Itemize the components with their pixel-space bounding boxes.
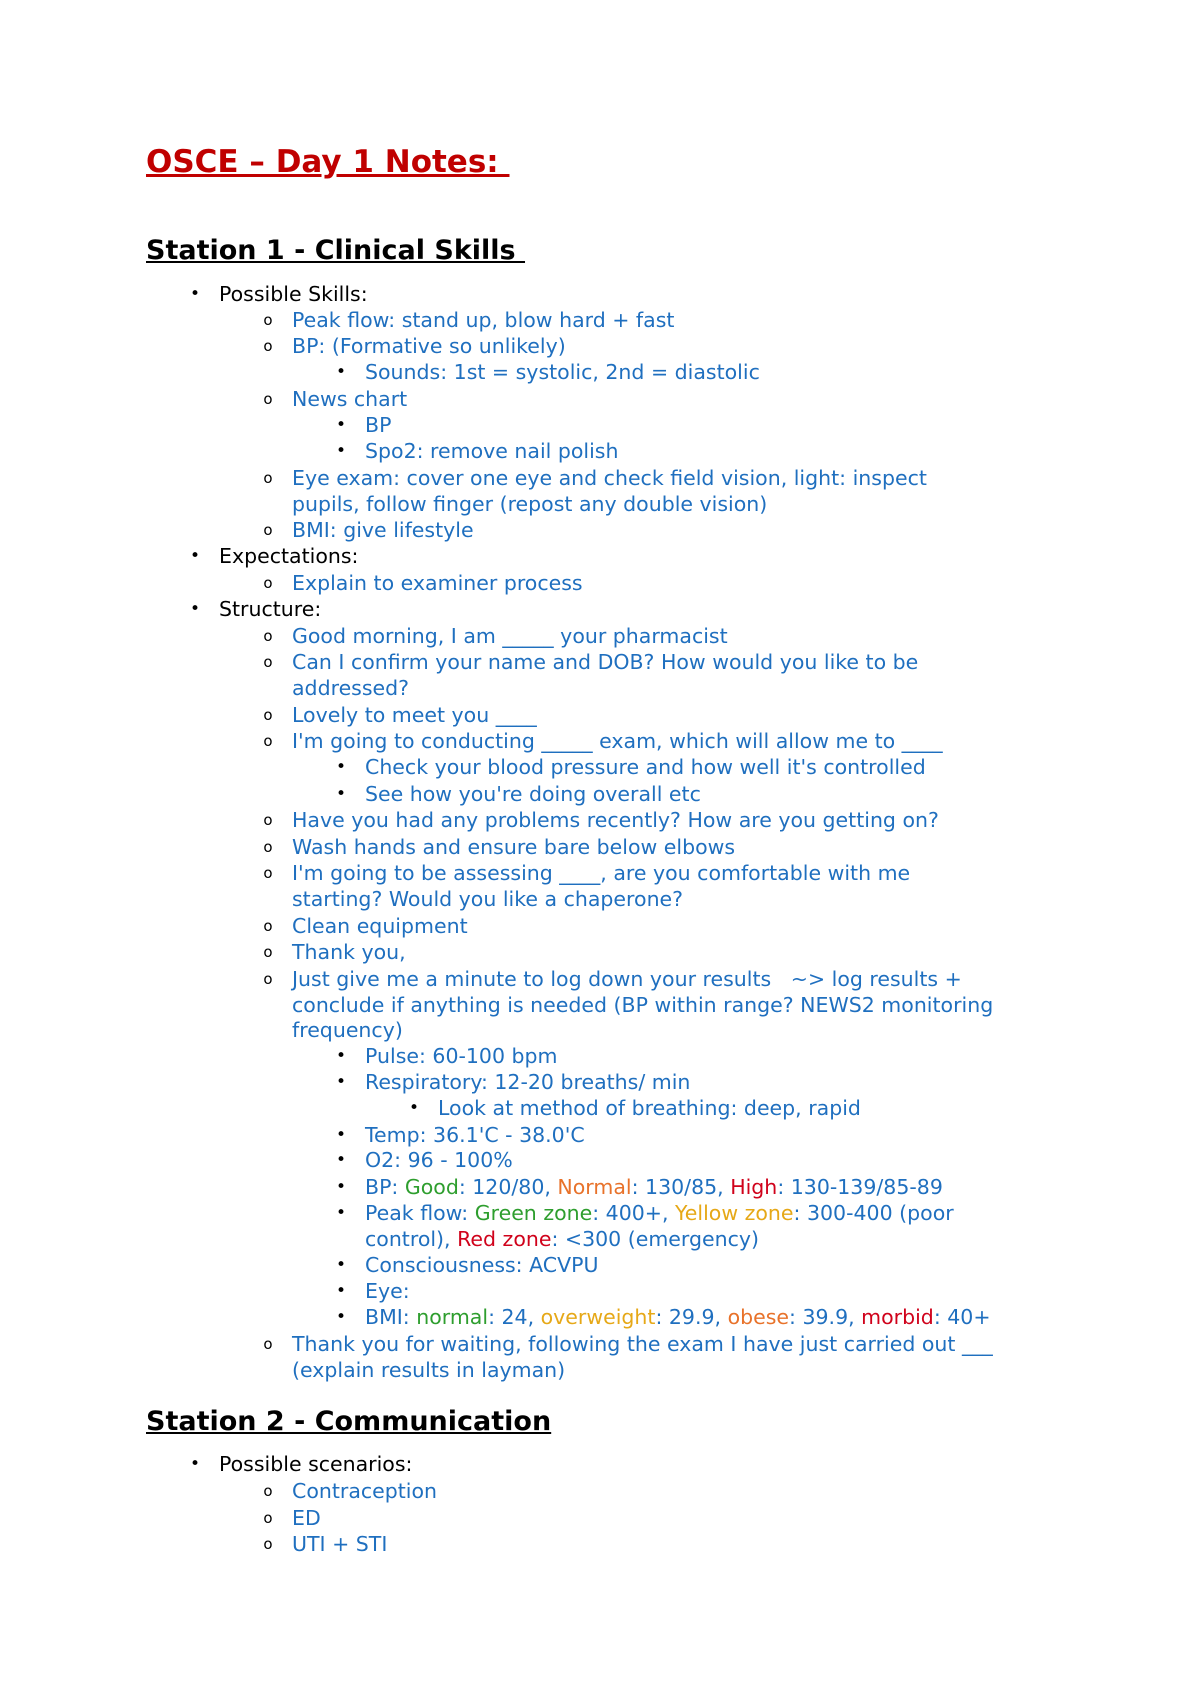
list-item: • Respiratory: 12-20 breaths/ min [365, 1069, 690, 1095]
list-item: • Possible Skills: [219, 281, 368, 307]
list-item: • Eye: [365, 1278, 410, 1304]
bullet-icon: • [335, 1307, 347, 1327]
list-item: o BP: (Formative so unlikely) [292, 333, 566, 359]
list-item: • Consciousness: ACVPU [365, 1252, 598, 1278]
list-item: o Just give me a minute to log down your results ~> log results + [292, 966, 962, 992]
bullet-icon: o [263, 811, 273, 829]
list-item: o Have you had any problems recently? How are you getting on? [292, 807, 939, 833]
list-item: o Clean equipment [292, 913, 468, 939]
bullet-icon: • [335, 362, 347, 382]
bullet-icon: o [263, 917, 273, 935]
station1-heading: Station 1 - Clinical Skills [146, 235, 526, 266]
list-item: o Good morning, I am _____ your pharmacist [292, 623, 728, 649]
list-item-continuation: (explain results in layman) [292, 1358, 566, 1382]
list-item: o I'm going to be assessing ____, are you comfortable with me [292, 860, 910, 886]
bullet-icon: • [408, 1098, 420, 1118]
list-item: • See how you're doing overall etc [365, 781, 701, 807]
list-item: o Lovely to meet you ____ [292, 702, 537, 728]
list-item-continuation: frequency) [292, 1018, 403, 1042]
list-item: o Peak flow: stand up, blow hard + fast [292, 307, 674, 333]
bullet-icon: o [263, 311, 273, 329]
list-item: o Can I confirm your name and DOB? How would you like to be [292, 649, 918, 675]
bullet-icon: • [335, 415, 347, 435]
list-item: • Check your blood pressure and how well it's controlled [365, 754, 926, 780]
list-item: o Thank you for waiting, following the exam I have just carried out ___ [292, 1331, 993, 1357]
bullet-icon: • [189, 284, 201, 304]
page-title: OSCE – Day 1 Notes: [146, 144, 510, 180]
bullet-icon: • [189, 1454, 201, 1474]
bullet-icon: • [335, 1177, 347, 1197]
list-item: o Wash hands and ensure bare below elbows [292, 834, 735, 860]
bullet-icon: o [263, 1535, 273, 1553]
list-item: • BP [365, 412, 391, 438]
bullet-icon: • [335, 1203, 347, 1223]
bullet-icon: o [263, 1482, 273, 1500]
list-item-continuation: addressed? [292, 676, 410, 700]
bullet-icon: o [263, 653, 273, 671]
bullet-icon: o [263, 943, 273, 961]
bullet-icon: • [335, 1255, 347, 1275]
list-item: o ED [292, 1505, 321, 1531]
list-item: • Sounds: 1st = systolic, 2nd = diastolic [365, 359, 760, 385]
bullet-icon: • [335, 784, 347, 804]
bullet-icon: o [263, 732, 273, 750]
list-item: • Look at method of breathing: deep, rapid [438, 1095, 861, 1121]
bullet-icon: o [263, 838, 273, 856]
list-item: o Contraception [292, 1478, 437, 1504]
list-item: o BMI: give lifestyle [292, 517, 474, 543]
list-item: • Structure: [219, 596, 321, 622]
list-item-continuation: pupils, follow finger (repost any double vision) [292, 492, 768, 516]
list-item: o News chart [292, 386, 407, 412]
bullet-icon: • [335, 1046, 347, 1066]
bullet-icon: o [263, 521, 273, 539]
list-item: • Temp: 36.1'C - 38.0'C [365, 1122, 585, 1148]
list-item-peak-flow-zones: • Peak flow: Green zone: 400+, Yellow zone: 300-400 (poor [365, 1200, 954, 1226]
bullet-icon: o [263, 1509, 273, 1527]
list-item-continuation: starting? Would you like a chaperone? [292, 887, 684, 911]
bullet-icon: o [263, 970, 273, 988]
bullet-icon: o [263, 337, 273, 355]
list-item: o Eye exam: cover one eye and check field vision, light: inspect [292, 465, 927, 491]
list-item-bmi-ranges: • BMI: normal: 24, overweight: 29.9, obese: 39.9, morbid: 40+ [365, 1304, 991, 1330]
bullet-icon: o [263, 864, 273, 882]
bullet-icon: • [335, 1072, 347, 1092]
bullet-icon: • [335, 1281, 347, 1301]
bullet-icon: o [263, 390, 273, 408]
list-item: o Explain to examiner process [292, 570, 583, 596]
bullet-icon: o [263, 706, 273, 724]
list-item: • Possible scenarios: [219, 1451, 412, 1477]
list-item: • Expectations: [219, 543, 358, 569]
bullet-icon: • [335, 757, 347, 777]
bullet-icon: • [335, 441, 347, 461]
bullet-icon: o [263, 574, 273, 592]
list-item: o Thank you, [292, 939, 406, 965]
list-item-continuation: control), Red zone: <300 (emergency) [365, 1227, 759, 1251]
bullet-icon: o [263, 469, 273, 487]
list-item-bp-ranges: • BP: Good: 120/80, Normal: 130/85, High: 130-139/85-89 [365, 1174, 943, 1200]
list-item: • O2: 96 - 100% [365, 1147, 513, 1173]
bullet-icon: o [263, 627, 273, 645]
bullet-icon: • [189, 546, 201, 566]
bullet-icon: • [335, 1125, 347, 1145]
list-item: • Spo2: remove nail polish [365, 438, 618, 464]
list-item-continuation: conclude if anything is needed (BP within range? NEWS2 monitoring [292, 993, 994, 1017]
bullet-icon: • [189, 599, 201, 619]
bullet-icon: o [263, 1335, 273, 1353]
list-item: • Pulse: 60-100 bpm [365, 1043, 558, 1069]
list-item: o UTI + STI [292, 1531, 387, 1557]
bullet-icon: • [335, 1150, 347, 1170]
list-item: o I'm going to conducting _____ exam, which will allow me to ____ [292, 728, 943, 754]
station2-heading: Station 2 - Communication [146, 1406, 552, 1437]
